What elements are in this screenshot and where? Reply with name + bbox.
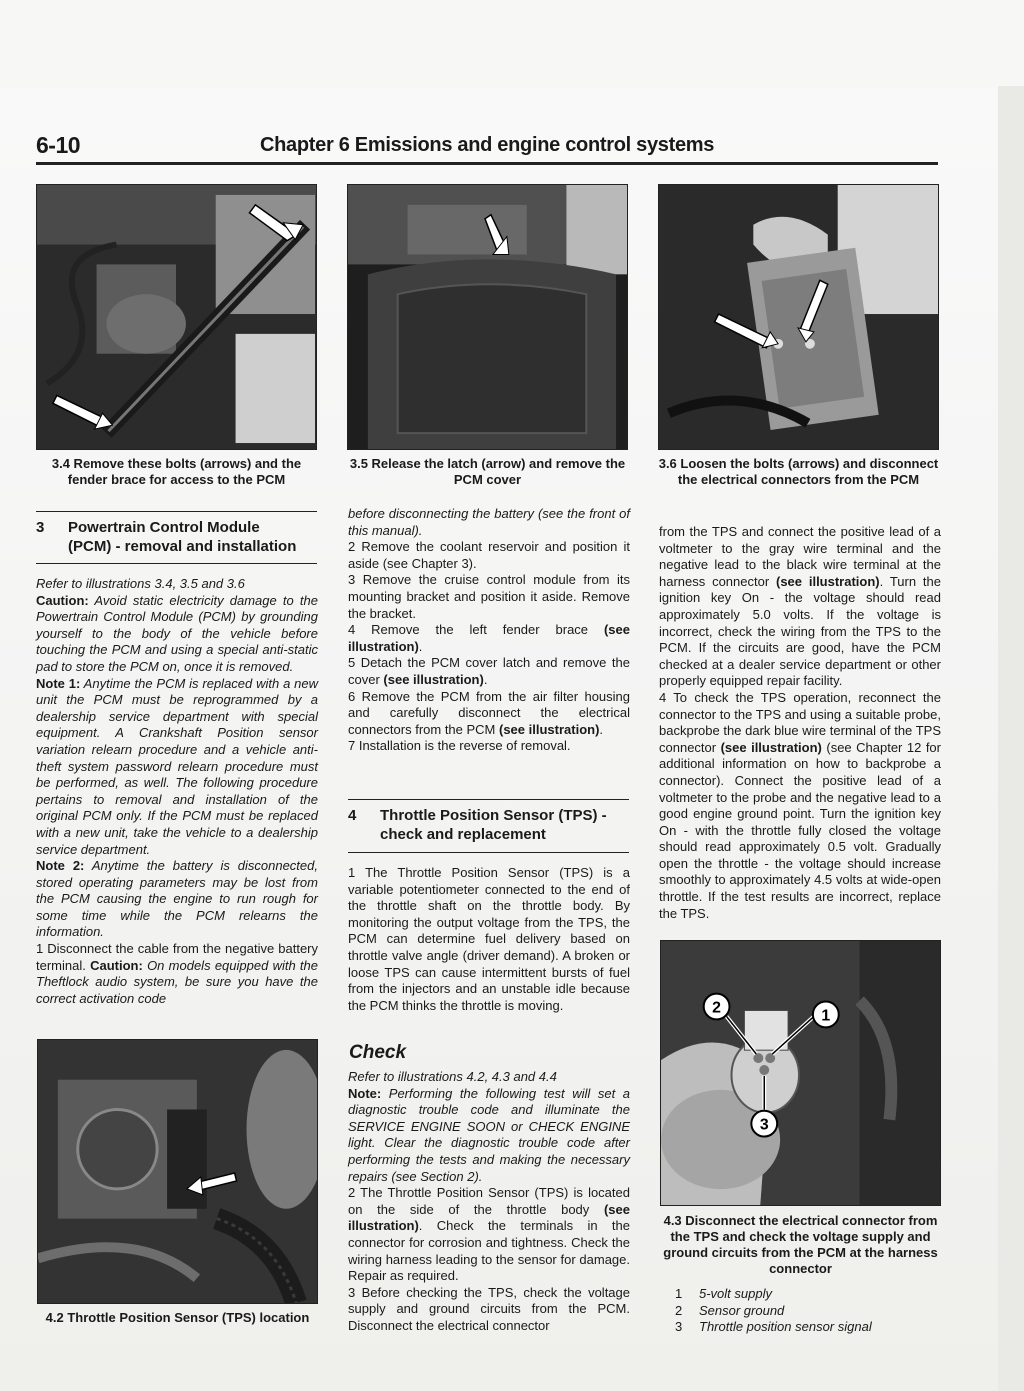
figure-3-4-caption: 3.4 Remove these bolts (arrows) and the fender brace for access to the PCM [51, 456, 302, 487]
section-3-caution [36, 593, 318, 676]
note2-label: Note 2: [36, 858, 85, 874]
callout-3: 3 [759, 1116, 769, 1134]
section-3-step1 [36, 941, 318, 1007]
check-refer: Refer to illustrations 4.2, 4.3 and 4.4 [348, 1069, 557, 1084]
callout-1: 1 [821, 1007, 831, 1025]
section-3-step2: 2 Remove the coolant reservoir and position it aside (see Chapter 3). [348, 539, 630, 571]
s4-step2-end: . Check the terminals in the connector for corrosion and tightness. Check the wiring harness leading to the sensor for damage. Repair as required. [348, 1218, 630, 1284]
section-3-note2 [36, 858, 318, 941]
step6-end: . [599, 721, 604, 737]
section-4-step4 [659, 690, 941, 922]
step4-ref: (see illustration) [348, 622, 630, 654]
figure-4-3-caption: 4.3 Disconnect the electrical connector from the TPS and check the voltage supply and ground circuits from the PCM at the harness connector [663, 1213, 938, 1276]
section-3-bottom-rule [36, 563, 317, 564]
legend-number: 1 [675, 1286, 683, 1301]
figure-4-2-photo [37, 1039, 318, 1304]
step6-text: 6 Remove the PCM from the air filter housing and carefully disconnect the electrical connectors from the PCM [348, 688, 630, 737]
figure-4-3-photo [660, 940, 941, 1206]
figure-3-6-photo [658, 184, 939, 450]
step1-caution-text: On models equipped with the Theftlock audio system, be sure you have the correct activation code [36, 957, 319, 1006]
callout-2: 2 [712, 999, 722, 1017]
section-3-top-rule [36, 511, 317, 512]
figure-3-6-caption: 3.6 Loosen the bolts (arrows) and disconnect the electrical connectors from the PCM [658, 456, 939, 487]
section-4-intro [348, 865, 630, 1014]
step4-text: 4 Remove the left fender brace [348, 622, 604, 638]
legend-item [675, 1286, 935, 1303]
step1-caution-label: Caution: [90, 957, 143, 973]
section-3-step4 [348, 622, 630, 655]
s4-step4-ref: (see illustration) [720, 739, 822, 755]
check-note-text: Performing the following test will set a diagnostic trouble code and illuminate the SERVICE ENGINE SOON or CHECK ENGINE light. Clear the diagnostic trouble code after performing the tests and making the necessary repairs (see Section 2). [348, 1085, 630, 1184]
section-3-note1 [36, 676, 318, 859]
section-4-title-line1: Throttle Position Sensor (TPS) - [380, 807, 607, 824]
note1-label: Note 1: [36, 675, 81, 691]
legend-item [675, 1303, 935, 1320]
s4-step4-text: 4 To check the TPS operation, reconnect the connector to the TPS and using a suitable probe, backprobe the dark blue wire terminal of the TPS connector [659, 689, 941, 755]
chapter-title: Chapter 6 Emissions and engine control systems [260, 134, 715, 156]
section-3-left-column [36, 576, 318, 1007]
s4-step2-ref: (see illustration) [348, 1201, 630, 1234]
section-3-number: 3 [36, 519, 45, 536]
section-3-step3: 3 Remove the cruise control module from its mounting bracket and position it aside. Remove the bracket. [348, 572, 630, 621]
caution-text: Avoid static electricity damage to the Powertrain Control Module (PCM) by grounding yourself to the body of the vehicle before touching the PCM and using a special anti-static pad to store the PCM on, once it is removed. [36, 592, 318, 674]
caution-label: Caution: [36, 592, 89, 608]
step5-ref: (see illustration) [383, 671, 484, 687]
figure-3-5-caption: 3.5 Release the latch (arrow) and remove the PCM cover [349, 456, 626, 487]
figure-4-2-caption: 4.2 Throttle Position Sensor (TPS) location [45, 1310, 310, 1325]
section-4-step3b [659, 524, 941, 690]
figure-4-3-legend [675, 1286, 935, 1336]
figure-3-4-photo [36, 184, 317, 450]
section-3-step7: 7 Installation is the reverse of removal. [348, 738, 571, 754]
section-4-step1: 1 The Throttle Position Sensor (TPS) is a variable potentiometer connected to the end of the throttle shaft on the throttle body. By monitoring the output voltage from the TPS, the PCM can determine fuel delivery based on throttle valve angle (driver demand). A broken or loose TPS can cause intermittent bursts of fuel from the injectors and an unstable idle because the PCM thinks the throttle is moving. [348, 865, 630, 1013]
section-3-title-line1: Powertrain Control Module [68, 519, 260, 536]
section-4-check-column [348, 1069, 630, 1335]
section-4-top-rule [348, 799, 629, 800]
note1-text: Anytime the PCM is replaced with a new unit the PCM must be reprogrammed by a dealership service department with special equipment. A Crankshaft Position sensor variation relearn procedure and a vehicle anti-theft system password relearn procedure must be performed, as well. The following procedure pertains to removal and installation of the original PCM only. If the PCM must be replaced with a new unit, take the vehicle to a dealership service department. [36, 675, 318, 857]
section-3-step5 [348, 655, 630, 688]
legend-text: Sensor ground [699, 1302, 785, 1318]
section-4-bottom-rule [348, 852, 629, 853]
legend-item [675, 1319, 935, 1336]
s4-step3b-ref: (see illustration) [776, 573, 880, 589]
check-note [348, 1086, 630, 1186]
check-note-label: Note: [348, 1085, 382, 1101]
section-3-refer: Refer to illustrations 3.4, 3.5 and 3.6 [36, 576, 245, 591]
step4-end: . [418, 638, 423, 654]
s4-step2-text: 2 The Throttle Position Sensor (TPS) is located on the side of the throttle body [348, 1185, 630, 1217]
section-3-title-line2: (PCM) - removal and installation [68, 538, 297, 555]
legend-number: 3 [675, 1319, 683, 1335]
s4-step3b-end: . Turn the ignition key On - the voltage should read approximately 5.0 volts. If the voltage is incorrect, check the wiring from the TPS to the PCM. If the circuits are good, have the PCM checked at a dealer service department or other properly equipped repair facility. [659, 573, 941, 689]
step6-ref: (see illustration) [499, 721, 600, 737]
step5-text: 5 Detach the PCM cover latch and remove the cover [348, 655, 630, 687]
section-3-step6 [348, 689, 630, 739]
section-3-continuation: before disconnecting the battery (see the front of this manual). [348, 506, 630, 538]
check-heading: Check [349, 1042, 407, 1063]
s4-step3b-text: from the TPS and connect the positive lead of a voltmeter to the gray wire terminal and the negative lead to the black wire terminal at the harness connector [659, 524, 941, 589]
note2-text: Anytime the battery is disconnected, stored operating parameters may be lost from the PCM causing the engine to run rough for some time while the PCM relearns the information. [36, 858, 318, 940]
scan-right-shadow [998, 86, 1024, 1391]
page-number: 6-10 [36, 132, 81, 158]
section-3-middle-column [348, 506, 630, 755]
header-rule [36, 162, 938, 165]
scan-top-margin [0, 0, 1024, 88]
s4-step4-end: (see Chapter 12 for additional information on how to backprobe a connector). Connect the positive lead of a voltmeter to the probe and the negative lead to a good engine ground point. Turn the ignition key On - with the throttle fully closed the voltage should read approximately 0.5 volt. Gradually open the throttle - the voltage should increase smoothly to approximately 4.5 volts at wide-open throttle. If the test results are incorrect, replace the TPS. [659, 739, 941, 921]
section-4-step3a: 3 Before checking the TPS, check the voltage supply and ground circuits from the PCM. Disconnect the electrical connector [348, 1284, 630, 1333]
legend-number: 2 [675, 1302, 683, 1318]
section-3-heading [36, 518, 317, 558]
section-4-number: 4 [348, 807, 357, 824]
section-4-step2 [348, 1185, 630, 1285]
step5-end: . [483, 671, 488, 687]
legend-text: Throttle position sensor signal [699, 1319, 872, 1335]
section-4-title-line2: check and replacement [380, 826, 546, 843]
figure-3-5-photo [347, 184, 628, 450]
section-4-heading [348, 806, 629, 846]
legend-text: 5-volt supply [699, 1286, 772, 1301]
section-4-right-column [659, 524, 941, 922]
step1-text: 1 Disconnect the cable from the negative battery terminal. [36, 941, 318, 973]
